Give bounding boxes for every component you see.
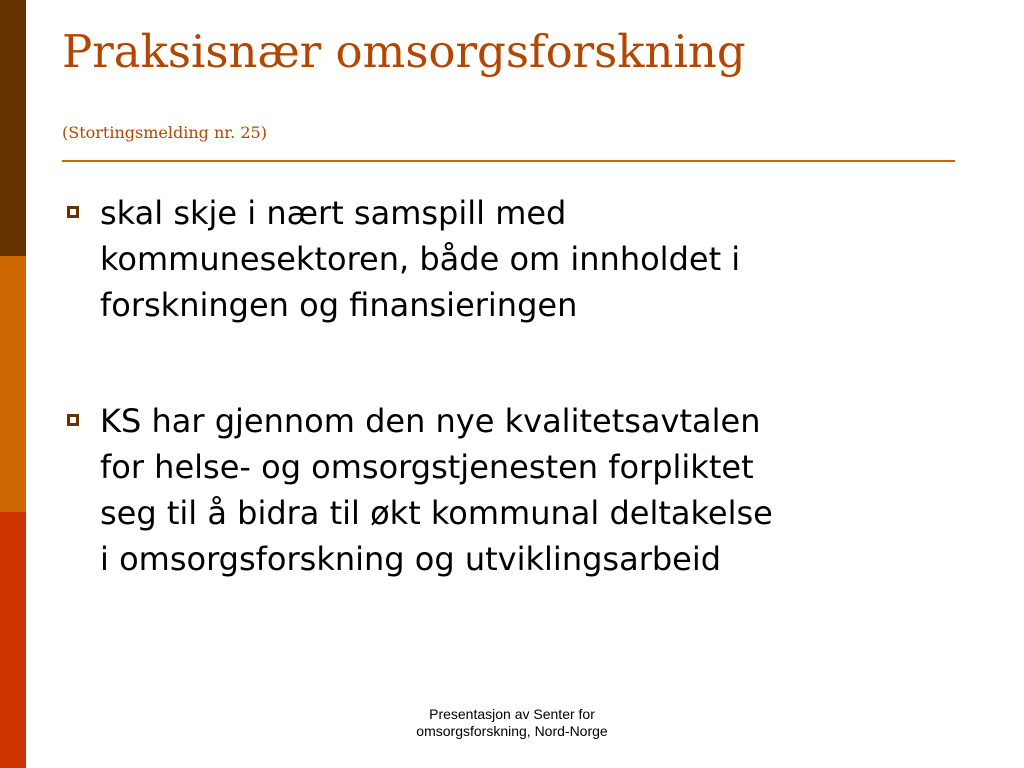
title-divider — [62, 160, 955, 162]
bullet-item — [62, 190, 962, 328]
sidebar-stripe — [0, 0, 26, 768]
bullet-item — [62, 398, 962, 582]
slide-footer: Presentasjon av Senter for omsorgsforskning, Nord-Norge — [416, 706, 608, 739]
bullet-list — [62, 190, 962, 582]
square-bullet-icon — [67, 414, 79, 426]
bullet-text: KS har gjennom den nye kvalitetsavtalen for helse- og omsorgstjenesten forpliktet seg til å bidra til økt kommunal deltakelse i omsorgsforskning og utviklingsarbeid — [100, 402, 773, 578]
square-bullet-icon — [67, 206, 79, 218]
slide-subtitle: (Stortingsmelding nr. 25) — [62, 123, 267, 142]
sidebar-band-top — [0, 0, 26, 256]
sidebar-band-middle — [0, 256, 26, 512]
slide-title: Praksisnær omsorgsforskning — [62, 25, 746, 78]
bullet-text: skal skje i nært samspill med kommunesektoren, både om innholdet i forskningen og finansieringen — [100, 194, 741, 324]
sidebar-band-bottom — [0, 512, 26, 768]
